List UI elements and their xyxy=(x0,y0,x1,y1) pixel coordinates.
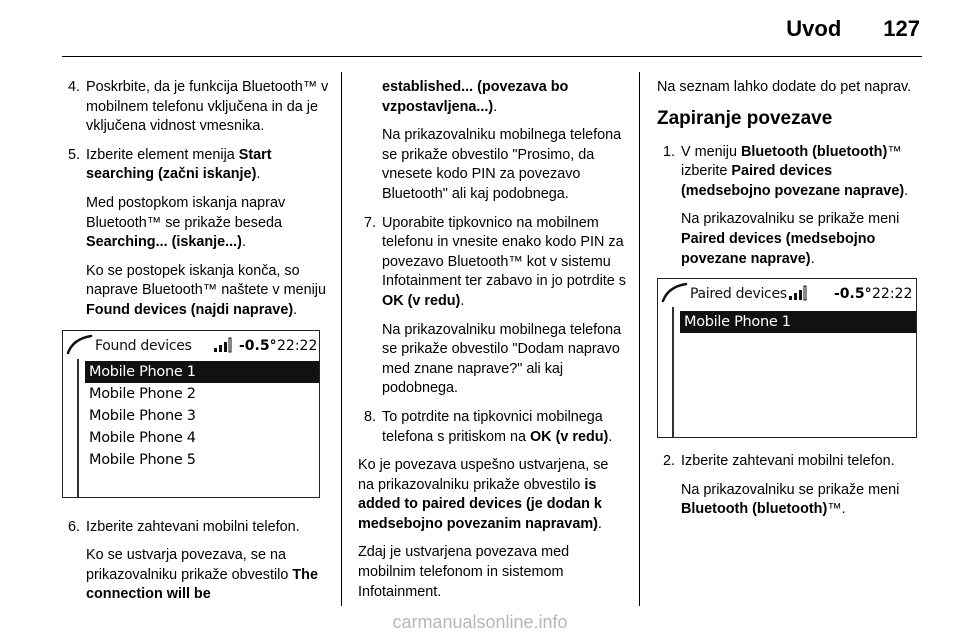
body-text: Na prikazovalniku mobilnega telefona se prikaže obvestilo "Prosimo, da vnesete kodo PIN za povezavo Bluetooth" ali kaj podobnega. xyxy=(382,127,622,202)
punctuation: . xyxy=(904,182,909,199)
body-text: Zdaj je ustvarjena povezava med mobilnim telefonom in sistemom Infotainment. xyxy=(358,544,570,600)
step-text: Izberite zahtevani mobilni telefon. xyxy=(681,453,895,470)
step-text: ™ izberite xyxy=(681,143,902,180)
step-text: Uporabite tipkovnico na mobilnem telefonu in vnesite enako kodo PIN za povezavo Bluetooth™ kot v sistemu Infotainment ter zabavo in jo potrdite s xyxy=(382,214,626,290)
screen-title: Found devices xyxy=(95,337,192,354)
step-7 xyxy=(358,214,628,312)
paragraph xyxy=(358,456,628,534)
paragraph xyxy=(62,194,330,253)
page-number: 127 xyxy=(883,16,920,41)
punctuation: . xyxy=(810,250,815,267)
section-title: Uvod xyxy=(786,16,842,41)
found-devices-screen xyxy=(62,330,320,498)
column-3 xyxy=(657,78,919,529)
step-text: V meniju xyxy=(681,143,741,160)
paragraph xyxy=(657,78,919,98)
header-rule xyxy=(62,56,922,57)
menu-name: Found devices (najdi naprave) xyxy=(86,301,294,318)
signal-strength-icon xyxy=(213,337,235,353)
signal-strength-icon xyxy=(788,285,810,301)
body-text: Ko se ustvarja povezava, se na prikazovalniku prikaže obvestilo xyxy=(86,547,293,583)
watermark: carmanualsonline.info xyxy=(392,612,568,632)
step-text: To potrdite na tipkovnici mobilnega telefona s pritiskom na xyxy=(382,408,603,445)
step-number: 2. xyxy=(663,453,676,470)
body-text: Na seznam lahko dodate do pet naprav. xyxy=(657,79,912,95)
display-message: is added to paired devices (je dodan k medsebojno povezanim napravam) xyxy=(358,476,602,532)
display-message: established... (povezava bo vzpostavljena...) xyxy=(382,79,569,115)
device-list-item[interactable]: Mobile Phone 4 xyxy=(89,429,196,446)
body-text: Ko se postopek iskanja konča, so naprave Bluetooth™ naštete v meniju xyxy=(86,262,326,299)
clock-readout: 22:22 xyxy=(277,337,318,354)
display-message: The connection will be xyxy=(86,566,318,603)
column-divider-1 xyxy=(341,72,342,606)
phone-handset-icon xyxy=(660,281,690,305)
device-list-item[interactable]: Mobile Phone 5 xyxy=(89,451,196,468)
menu-name: Bluetooth (bluetooth) xyxy=(741,143,888,160)
button-name: OK (v redu) xyxy=(382,292,461,309)
paired-devices-screen xyxy=(657,278,917,438)
step-2 xyxy=(657,452,919,472)
paragraph xyxy=(62,546,330,605)
punctuation: . xyxy=(293,301,298,318)
step-text: Izberite element menija xyxy=(86,146,239,163)
step-number: 6. xyxy=(68,518,81,535)
menu-item-name: Paired devices (medsebojno povezane naprave) xyxy=(681,163,905,199)
step-number: 1. xyxy=(663,143,676,160)
body-text: Med postopkom iskanja naprav Bluetooth™ se prikaže beseda xyxy=(86,194,286,231)
column-1 xyxy=(62,78,330,614)
paragraph xyxy=(358,126,628,204)
punctuation: ™. xyxy=(827,501,846,518)
paragraph xyxy=(657,210,919,269)
step-number: 8. xyxy=(364,408,377,425)
device-list-item[interactable]: Mobile Phone 2 xyxy=(89,385,196,402)
device-list-item[interactable]: Mobile Phone 3 xyxy=(89,407,196,424)
menu-name: Bluetooth (bluetooth) xyxy=(681,501,828,518)
step-text: Izberite zahtevani mobilni telefon. xyxy=(86,518,300,535)
display-message: Searching... (iskanje...) xyxy=(86,234,242,251)
step-1 xyxy=(657,143,919,202)
screen-title: Paired devices xyxy=(690,286,787,303)
section-heading: Zapiranje povezave xyxy=(657,107,833,129)
page-header xyxy=(786,16,920,42)
temperature-readout: -0.5° xyxy=(239,337,277,354)
paragraph xyxy=(657,481,919,520)
body-text: Na prikazovalniku se prikaže meni xyxy=(681,211,900,228)
body-text: Na prikazovalniku se prikaže meni xyxy=(681,481,900,498)
step-4 xyxy=(62,78,330,137)
punctuation: . xyxy=(460,292,465,309)
phone-handset-icon xyxy=(65,333,95,357)
column-divider-2 xyxy=(639,72,640,606)
paragraph xyxy=(358,543,628,602)
device-list-item[interactable]: Mobile Phone 1 xyxy=(680,311,916,333)
step-number: 5. xyxy=(68,146,81,163)
clock-readout: 22:22 xyxy=(872,286,913,303)
menu-item-name: Start searching (začni iskanje) xyxy=(86,146,272,183)
punctuation: . xyxy=(241,234,246,251)
device-list-item[interactable]: Mobile Phone 1 xyxy=(85,361,319,383)
step-text: Poskrbite, da je funkcija Bluetooth™ v mobilnem telefonu vključena in da je vključena vidnost vmesnika. xyxy=(86,79,329,135)
step-number: 7. xyxy=(364,214,377,231)
paragraph xyxy=(358,78,628,117)
column-2 xyxy=(358,78,628,611)
step-5 xyxy=(62,146,330,185)
body-text: Ko je povezava uspešno ustvarjena, se na prikazovalniku prikaže obvestilo xyxy=(358,457,609,493)
punctuation: . xyxy=(256,166,261,183)
button-name: OK (v redu) xyxy=(529,428,609,445)
menu-name: Paired devices (medsebojno povezane naprave) xyxy=(681,230,876,267)
temperature-readout: -0.5° xyxy=(834,286,872,303)
paragraph xyxy=(62,262,330,321)
punctuation: . xyxy=(597,515,602,532)
punctuation: . xyxy=(493,98,498,115)
step-8 xyxy=(358,408,628,447)
punctuation: . xyxy=(608,428,613,445)
step-number: 4. xyxy=(68,79,81,95)
step-6 xyxy=(62,518,330,538)
paragraph xyxy=(358,321,628,399)
body-text: Na prikazovalniku mobilnega telefona se prikaže obvestilo "Dodam napravo med znane naprave?" ali kaj podobnega. xyxy=(382,321,622,397)
